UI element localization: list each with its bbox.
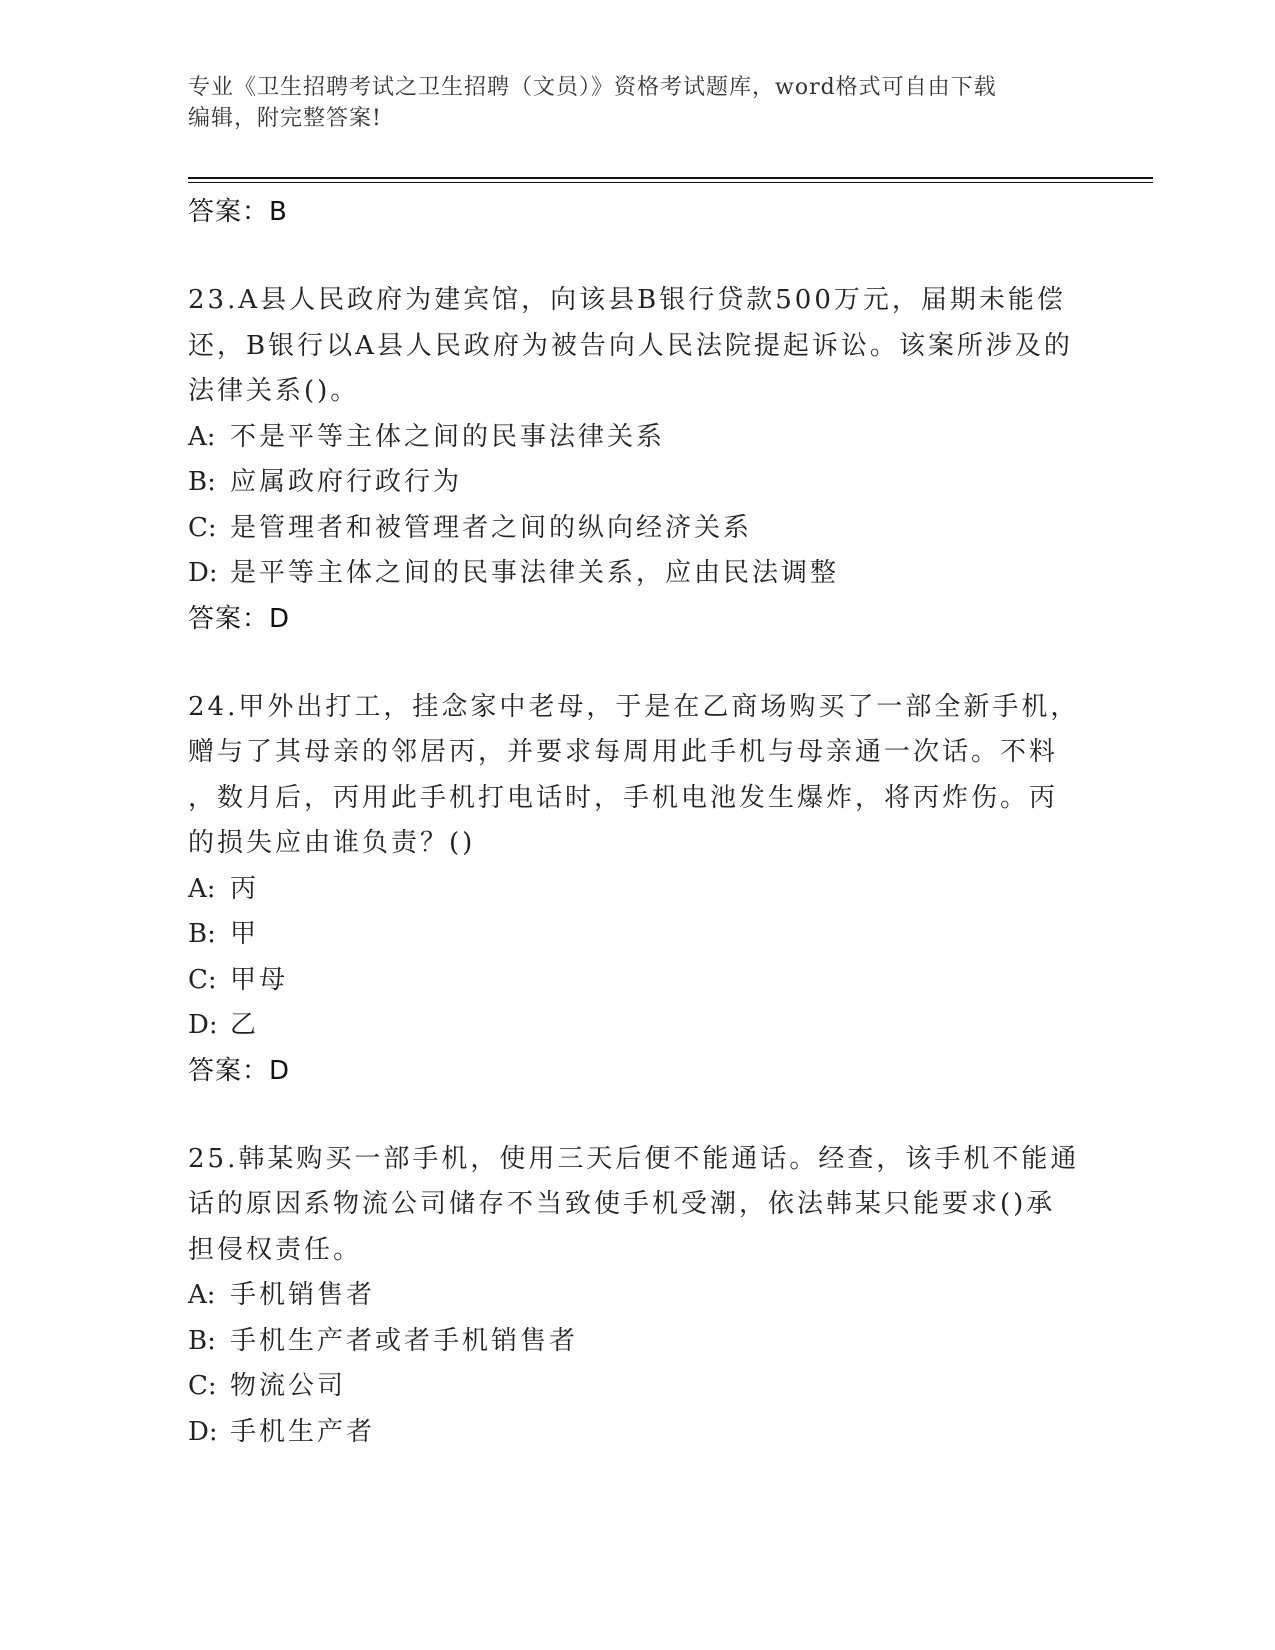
option-key: A: bbox=[188, 421, 216, 452]
question-stem bbox=[188, 685, 1088, 867]
spacer bbox=[188, 641, 1088, 683]
spacer bbox=[188, 234, 1088, 276]
option-key: A: bbox=[188, 1280, 216, 1310]
option-text: 手机生产者 bbox=[230, 1416, 376, 1447]
document-body bbox=[188, 190, 1088, 1455]
header-rule-thin bbox=[188, 182, 1153, 183]
stem-line: 25.韩某购买一部手机，使用三天后便不能通话。经查，该手机不能通 bbox=[188, 1143, 1080, 1174]
spacer bbox=[188, 1093, 1088, 1135]
answer-line: 答案：D bbox=[188, 603, 291, 634]
option-text: 乙 bbox=[230, 1010, 260, 1040]
question-stem bbox=[188, 1137, 1088, 1274]
option-d bbox=[188, 1410, 1088, 1456]
question-23 bbox=[188, 276, 1088, 641]
option-d bbox=[188, 551, 1088, 597]
stem-line: 23.A县人民政府为建宾馆，向该县B银行贷款500万元，届期未能偿 bbox=[188, 285, 1066, 315]
option-key: B: bbox=[188, 467, 216, 497]
stem-line: 还，B银行以A县人民政府为被告向人民法院提起诉讼。该案所涉及的 bbox=[188, 330, 1073, 361]
stem-line: ，数月后，丙用此手机打电话时，手机电池发生爆炸，将丙炸伤。丙 bbox=[188, 782, 1059, 813]
option-key: C: bbox=[188, 1371, 217, 1401]
stem-line: 法律关系()。 bbox=[188, 376, 360, 406]
option-key: C: bbox=[188, 512, 217, 543]
option-key: B: bbox=[188, 919, 216, 949]
stem-line: 24.甲外出打工，挂念家中老母，于是在乙商场购买了一部全新手机， bbox=[188, 691, 1080, 722]
option-text: 丙 bbox=[230, 873, 260, 904]
option-text: 物流公司 bbox=[230, 1371, 347, 1401]
header-title-line-2: 编辑，附完整答案! bbox=[188, 106, 382, 131]
stem-line: 话的原因系物流公司储存不当致使手机受潮，依法韩某只能要求()承 bbox=[188, 1189, 1056, 1219]
option-text: 甲 bbox=[230, 919, 260, 949]
question-24 bbox=[188, 683, 1088, 1093]
option-b bbox=[188, 460, 1088, 506]
option-b bbox=[188, 912, 1088, 958]
question-25 bbox=[188, 1135, 1088, 1456]
stem-line: 的损失应由谁负责？() bbox=[188, 828, 476, 858]
stem-line: 赠与了其母亲的邻居丙，并要求每周用此手机与母亲通一次话。不料 bbox=[188, 737, 1059, 767]
option-text: 应属政府行政行为 bbox=[230, 467, 463, 497]
option-text: 手机销售者 bbox=[230, 1280, 376, 1310]
option-a bbox=[188, 867, 1088, 913]
option-text: 不是平等主体之间的民事法律关系 bbox=[230, 421, 666, 452]
option-key: B: bbox=[188, 1325, 216, 1356]
option-b bbox=[188, 1319, 1088, 1365]
option-a bbox=[188, 415, 1088, 461]
stem-line: 担侵权责任。 bbox=[188, 1234, 363, 1265]
option-key: D: bbox=[188, 558, 218, 588]
option-c bbox=[188, 958, 1088, 1004]
answer-line: 答案：D bbox=[188, 1055, 291, 1086]
header-rule-thick bbox=[188, 177, 1153, 179]
option-text: 手机生产者或者手机销售者 bbox=[230, 1325, 579, 1356]
answer-line: 答案：B bbox=[188, 197, 288, 227]
option-text: 是平等主体之间的民事法律关系，应由民法调整 bbox=[230, 558, 840, 588]
option-key: D: bbox=[188, 1010, 218, 1040]
page-header bbox=[188, 72, 1088, 134]
option-c bbox=[188, 506, 1088, 552]
option-key: A: bbox=[188, 873, 216, 904]
option-text: 甲母 bbox=[230, 964, 289, 995]
option-key: C: bbox=[188, 964, 217, 995]
option-text: 是管理者和被管理者之间的纵向经济关系 bbox=[230, 512, 753, 543]
option-d bbox=[188, 1003, 1088, 1049]
header-title-line-1: 专业《卫生招聘考试之卫生招聘（文员）》资格考试题库，word格式可自由下载 bbox=[188, 75, 997, 100]
option-c bbox=[188, 1364, 1088, 1410]
question-stem bbox=[188, 278, 1088, 415]
option-key: D: bbox=[188, 1416, 218, 1447]
option-a bbox=[188, 1273, 1088, 1319]
